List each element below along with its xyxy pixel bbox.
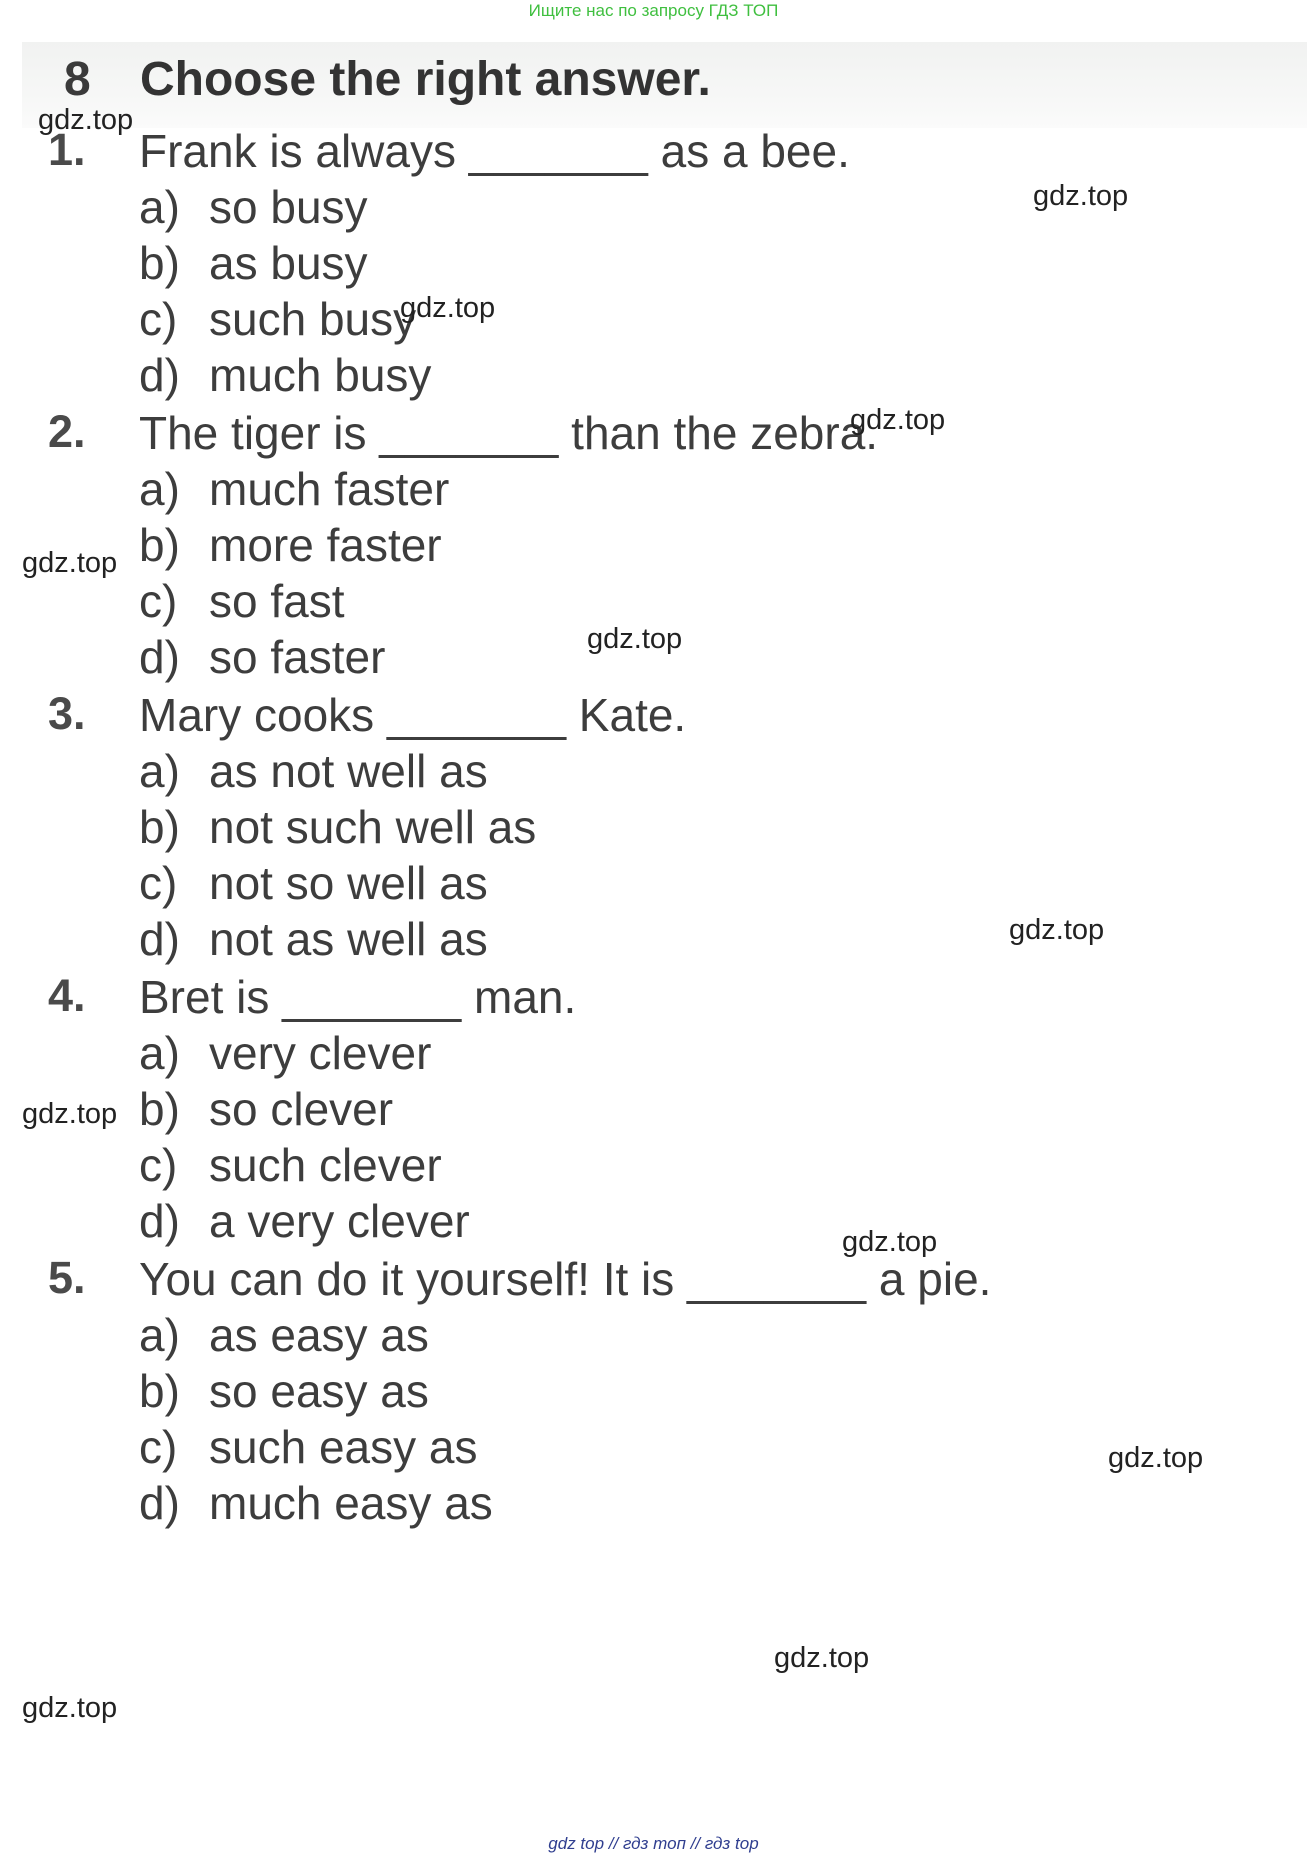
option-b[interactable] (139, 1082, 393, 1136)
option-letter: c) (139, 575, 178, 627)
option-d[interactable] (139, 348, 431, 402)
option-c[interactable] (139, 1138, 442, 1192)
option-text: as busy (209, 237, 368, 289)
option-text: so clever (209, 1083, 394, 1135)
option-letter: a) (139, 181, 180, 233)
option-letter: d) (139, 349, 180, 401)
top-banner[interactable]: Ищите нас по запросу ГДЗ ТОП (528, 1, 779, 20)
option-a[interactable] (139, 1026, 431, 1080)
option-letter: d) (139, 631, 180, 683)
watermark: gdz.top (22, 547, 118, 579)
question-text: You can do it yourself! It is _______ a pie. (139, 1253, 992, 1305)
option-text: much busy (209, 349, 432, 401)
option-c[interactable] (139, 1420, 477, 1474)
option-a[interactable] (139, 462, 449, 516)
option-a[interactable] (139, 1308, 429, 1362)
option-text: as not well as (209, 745, 488, 797)
question-text: Frank is always _______ as a bee. (139, 125, 850, 177)
option-letter: c) (139, 1421, 178, 1473)
question-number: 3. (48, 688, 86, 739)
watermark: gdz.top (1033, 180, 1129, 212)
watermark: gdz.top (1009, 914, 1105, 946)
option-letter: a) (139, 1027, 180, 1079)
option-letter: d) (139, 1477, 180, 1529)
option-d[interactable] (139, 630, 385, 684)
watermark: gdz.top (774, 1642, 870, 1674)
watermark: gdz.top (842, 1226, 938, 1258)
question-text: The tiger is _______ than the zebra. (139, 407, 879, 459)
question-text: Mary cooks _______ Kate. (139, 689, 687, 741)
option-text: much faster (209, 463, 450, 515)
option-letter: c) (139, 293, 178, 345)
option-letter: b) (139, 519, 180, 571)
option-letter: d) (139, 1195, 180, 1247)
option-text: so fast (209, 575, 345, 627)
option-letter: b) (139, 801, 180, 853)
option-text: very clever (209, 1027, 432, 1079)
watermark: gdz.top (22, 1098, 118, 1130)
watermark: gdz.top (22, 1692, 118, 1724)
option-text: so faster (209, 631, 386, 683)
option-text: a very clever (209, 1195, 470, 1247)
option-letter: b) (139, 1365, 180, 1417)
option-text: not as well as (209, 913, 488, 965)
option-text: more faster (209, 519, 442, 571)
option-letter: b) (139, 237, 180, 289)
watermark: gdz.top (38, 104, 134, 136)
option-c[interactable] (139, 856, 488, 910)
watermark: gdz.top (587, 623, 683, 655)
option-letter: c) (139, 1139, 178, 1191)
question-number: 5. (48, 1252, 86, 1303)
option-text: so easy as (209, 1365, 429, 1417)
option-text: not such well as (209, 801, 537, 853)
option-b[interactable] (139, 1364, 429, 1418)
option-letter: a) (139, 745, 180, 797)
exercise-title: Choose the right answer. (140, 53, 711, 106)
option-a[interactable] (139, 744, 488, 798)
option-text: such busy (209, 293, 417, 345)
question-number: 4. (48, 970, 86, 1021)
option-b[interactable] (139, 518, 442, 572)
question-number: 1. (48, 124, 86, 175)
option-c[interactable] (139, 292, 416, 346)
option-letter: a) (139, 1309, 180, 1361)
option-text: such clever (209, 1139, 442, 1191)
watermark: gdz.top (400, 292, 496, 324)
option-d[interactable] (139, 1194, 470, 1248)
option-text: as easy as (209, 1309, 429, 1361)
exercise-number: 8 (64, 53, 91, 106)
option-b[interactable] (139, 800, 536, 854)
watermark: gdz.top (1108, 1442, 1204, 1474)
option-a[interactable] (139, 180, 368, 234)
question-text: Bret is _______ man. (139, 971, 577, 1023)
option-letter: a) (139, 463, 180, 515)
option-text: much easy as (209, 1477, 493, 1529)
option-d[interactable] (139, 912, 488, 966)
option-text: such easy as (209, 1421, 478, 1473)
option-letter: b) (139, 1083, 180, 1135)
option-letter: d) (139, 913, 180, 965)
footer-links[interactable]: gdz top // гдз топ // гдз top (548, 1834, 759, 1853)
watermark: gdz.top (850, 404, 946, 436)
option-text: not so well as (209, 857, 488, 909)
option-d[interactable] (139, 1476, 493, 1530)
option-b[interactable] (139, 236, 368, 290)
question-number: 2. (48, 406, 86, 457)
option-c[interactable] (139, 574, 345, 628)
option-letter: c) (139, 857, 178, 909)
option-text: so busy (209, 181, 368, 233)
